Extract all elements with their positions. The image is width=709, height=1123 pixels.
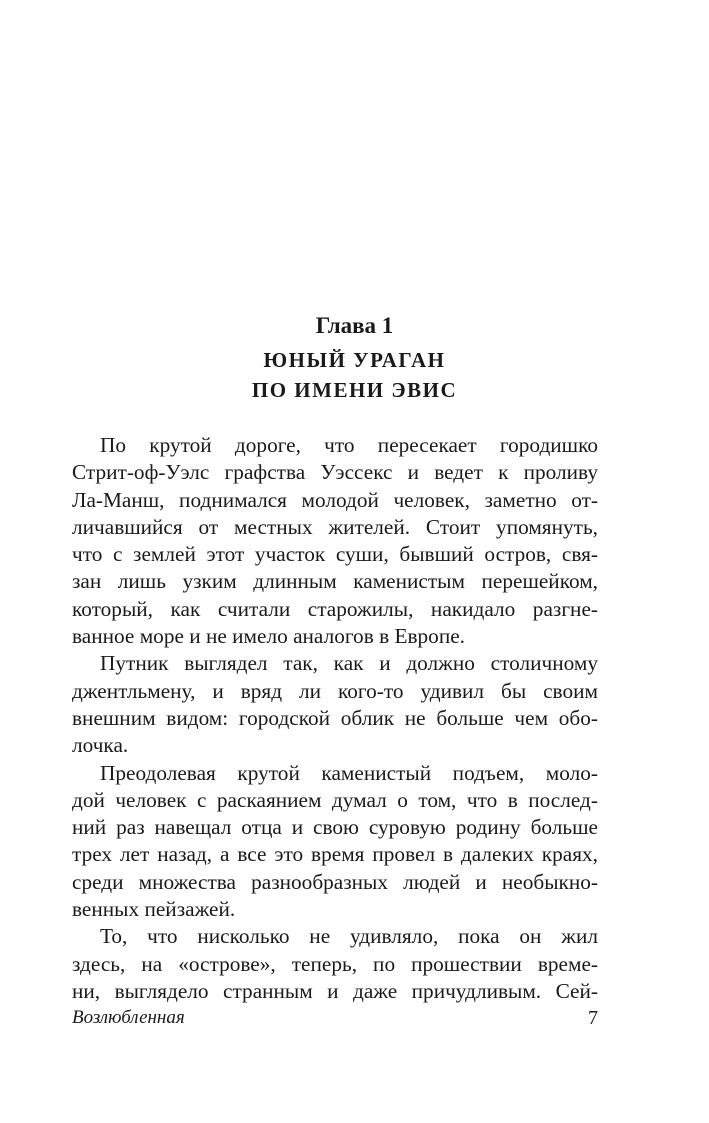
text-line: трех лет назад, а все это время провел в далеких краях, — [72, 842, 598, 867]
body-text — [72, 432, 598, 1005]
text-line: который, как считали старожилы, накидало разгне- — [72, 596, 598, 621]
chapter-title-line: ЮНЫЙ УРАГАН — [263, 348, 446, 372]
text-line: внешним видом: городской облик не больше чем обо- — [72, 705, 598, 730]
text-line: ванное море и не имело аналогов в Европе. — [72, 624, 465, 649]
chapter-title-line: ПО ИМЕНИ ЭВИС — [251, 378, 458, 402]
text-line: лочка. — [72, 733, 129, 758]
chapter-number: Глава 1 — [315, 313, 394, 338]
text-line: Стрит-оф-Уэлс графства Уэссекс и ведет к проливу — [72, 460, 598, 485]
text-line: По крутой дороге, что пересекает городишко — [100, 433, 598, 457]
text-line: личавшийся от местных жителей. Стоит упомянуть, — [72, 514, 598, 539]
text-line: зан лишь узким длинным каменистым перешейком, — [72, 569, 598, 594]
text-line: венных пейзажей. — [72, 897, 236, 922]
text-line: дой человек с раскаянием думал о том, что в послед- — [72, 787, 598, 812]
text-line: что с землей этот участок суши, бывший остров, свя- — [72, 542, 598, 567]
text-line: Ла-Манш, поднимался молодой человек, заметно от- — [72, 487, 598, 512]
text-line: джентльмену, и вряд ли кого-то удивил бы своим — [72, 678, 598, 703]
running-footer-title: Возлюбленная — [72, 1007, 185, 1028]
text-line: Путник выглядел так, как и должно столичному — [100, 651, 598, 676]
text-line: здесь, на «острове», теперь, по прошествии време- — [72, 951, 598, 976]
page-number: 7 — [588, 1007, 598, 1029]
text-line: ний раз навещал отца и свою суровую родину больше — [72, 815, 598, 840]
text-line: ни, выглядело странным и даже причудливым. Сей- — [72, 978, 598, 1003]
text-line: Преодолевая крутой каменистый подъем, моло- — [100, 760, 598, 785]
text-line: среди множества разнообразных людей и необыкно- — [72, 869, 598, 894]
chapter-title — [0, 345, 709, 405]
text-line: То, что нисколько не удивляло, пока он жил — [100, 924, 598, 949]
